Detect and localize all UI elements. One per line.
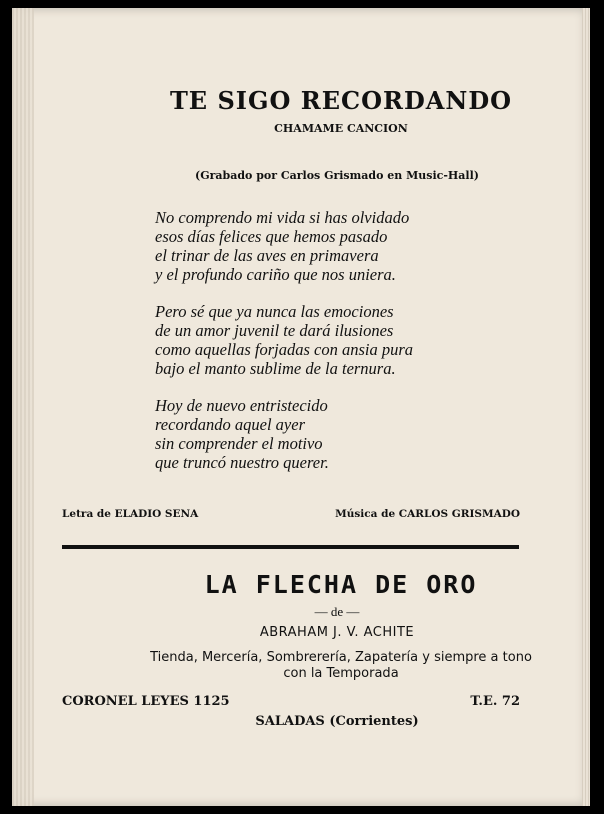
ad-description [52, 650, 604, 682]
lyric-line: como aquellas forjadas con ansia pura [155, 340, 414, 359]
ad-de: — de — [314, 604, 360, 619]
lyric-line: que truncó nuestro querer. [155, 453, 329, 472]
lyric-line: recordando aquel ayer [155, 415, 305, 434]
ad-phone: T.E. 72 [470, 694, 520, 709]
ad-city: SALADAS (Corrientes) [255, 714, 419, 729]
lyric-line: el trinar de las aves en primavera [155, 246, 379, 265]
ad-address: CORONEL LEYES 1125 [62, 694, 230, 709]
ad-description-line: con la Temporada [283, 666, 399, 681]
lyric-line: bajo el manto sublime de la ternura. [155, 359, 396, 378]
book-page [12, 8, 590, 806]
lyric-line: y el profundo cariño que nos uniera. [155, 265, 396, 284]
song-title: TE SIGO RECORDANDO [169, 86, 513, 115]
music-credit: Música de CARLOS GRISMADO [335, 508, 520, 520]
lyric-line: Pero sé que ya nunca las emociones [155, 302, 394, 321]
stanza [155, 396, 413, 472]
lyrics-credit: Letra de ELADIO SENA [62, 508, 199, 520]
lyric-line: de un amor juvenil te dará ilusiones [155, 321, 394, 340]
divider-rule [62, 545, 519, 549]
ad-owner: ABRAHAM J. V. ACHITE [259, 625, 415, 640]
lyric-line: Hoy de nuevo entristecido [155, 396, 328, 415]
recording-note: (Grabado por Carlos Grismado en Music-Hall) [195, 169, 479, 182]
lyric-line: sin comprender el motivo [155, 434, 323, 453]
song-subtitle: CHAMAME CANCION [274, 122, 408, 135]
stanza [155, 208, 413, 284]
lyric-line: esos días felices que hemos pasado [155, 227, 388, 246]
stanza [155, 302, 413, 378]
page-gutter [12, 8, 34, 806]
ad-store-name: LA FLECHA DE ORO [204, 570, 478, 599]
lyric-line: No comprendo mi vida si has olvidado [155, 208, 410, 227]
ad-description-line: Tienda, Mercería, Sombrerería, Zapatería y siempre a tono [150, 650, 532, 665]
lyrics [155, 208, 413, 490]
